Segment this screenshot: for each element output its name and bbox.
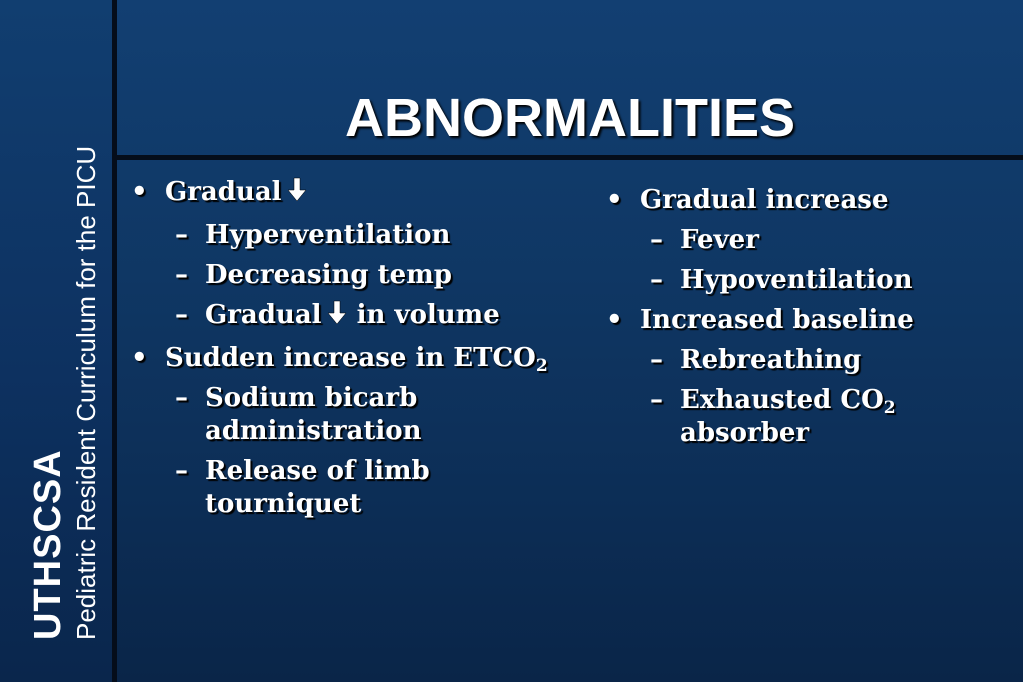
slide-title: ABNORMALITIES [345,88,795,148]
bullet-text: Gradual increase [640,185,889,215]
sidebar-text [26,146,102,640]
bullet-text: Sudden increase in ETCO [165,343,536,373]
sub-bullet-exhausted-co2 [640,384,1016,450]
bullet-gradual-decrease [131,176,551,335]
sub-bullet-gradual-volume [165,299,551,335]
subscript: 2 [535,356,548,376]
sub-bullet-text: Gradual [205,300,322,330]
sub-bullet-text: absorber [680,418,810,448]
sub-bullet-text: Exhausted CO [680,385,884,415]
bullet-text: Gradual [165,177,282,207]
horizontal-divider [112,155,1023,160]
bullet-text: Increased baseline [640,305,914,335]
sub-bullet-decreasing-temp: – Decreasing temp [165,259,551,292]
down-arrow-icon [326,300,348,335]
sub-bullet-hyperventilation: – Hyperventilation [165,219,551,252]
bullet-increased-baseline [606,304,1016,450]
sub-bullet-rebreathing: – Rebreathing [640,344,1016,377]
sub-bullet-hypoventilation: – Hypoventilation [640,264,1016,297]
right-column [606,184,1016,457]
sidebar-brand: UTHSCSA [27,449,69,640]
sidebar [0,0,112,682]
bullet-sudden-increase [131,342,551,521]
bullet-gradual-increase [606,184,1016,297]
sub-bullet-fever: – Fever [640,224,1016,257]
left-column [131,176,551,528]
sub-bullet-release-tourniquet: – Release of limb tourniquet [165,455,551,521]
down-arrow-icon [286,177,308,212]
subscript: 2 [883,398,896,418]
sub-bullet-text: in volume [356,300,500,330]
sub-bullet-sodium-bicarb: – Sodium bicarb administration [165,382,551,448]
sidebar-subtitle: Pediatric Resident Curriculum for the PICU [71,145,101,640]
